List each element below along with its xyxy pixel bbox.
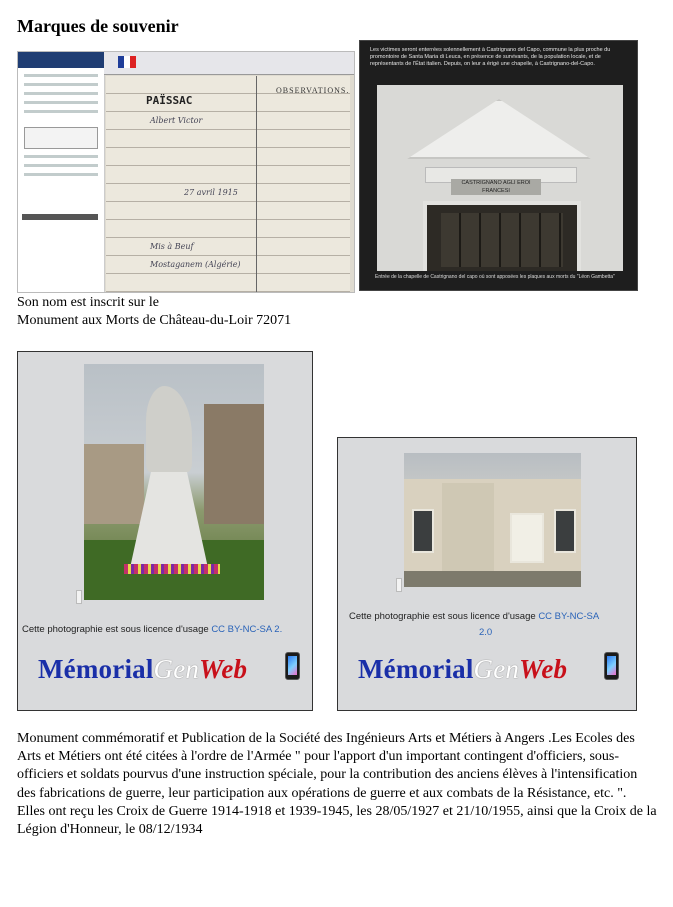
smartphone-icon <box>285 652 300 680</box>
licence-link[interactable]: CC BY-NC-SA <box>538 611 600 622</box>
registry-handwriting: Mis à Beuf <box>150 242 194 251</box>
registry-handwriting: Mostaganem (Algérie) <box>150 260 241 269</box>
chapel-caption: Les victimes seront enterrées solennellement à Castrignano del Capo, commune la plus proche du promontoire de Santa Maria di Leuca, en présence de survivants, de la population locale, et de représentants de l'État italien. Depuis, on leur a érigé une chapelle, à Castrignano-del-Capo. <box>370 47 611 67</box>
memorialgenweb-logo: MémorialGenWeb <box>358 654 568 684</box>
licence-link[interactable]: CC BY-NC-SA 2. <box>211 624 283 635</box>
monument-line-2: Monument aux Morts de Château-du-Loir 72071 <box>17 313 292 328</box>
chapel-photo <box>359 40 638 291</box>
chapel-plaque: CASTRIGNANO AGLI EROI FRANCESI <box>451 179 541 195</box>
chapel-door <box>423 201 581 271</box>
registry-handwriting: Albert Victor <box>150 116 203 125</box>
viewer-info-box <box>24 127 98 149</box>
memorial-card <box>17 351 313 711</box>
licence-link-version[interactable]: 2.0 <box>479 627 493 638</box>
registry-column-header: OBSERVATIONS. <box>276 86 350 95</box>
french-flag-icon <box>118 56 136 68</box>
image-marker <box>396 578 402 592</box>
monument-photo <box>84 364 264 600</box>
monument-line-1: Son nom est inscrit sur le <box>17 295 159 310</box>
memorial-card <box>337 437 637 711</box>
smartphone-icon <box>604 652 619 680</box>
monument-line <box>17 294 291 330</box>
registry-handwriting: 27 avril 1915 <box>184 188 238 197</box>
viewer-scrollbar <box>22 214 98 220</box>
viewer-sidebar <box>18 52 105 292</box>
licence-text: Cette photographie est sous licence d'usage CC BY-NC-SA 2. <box>22 624 283 635</box>
viewer-header-bar <box>18 52 104 68</box>
viewer-toolbar <box>104 52 354 75</box>
memorialgenweb-logo: MémorialGenWeb <box>38 654 248 684</box>
chapel-entrance-image <box>377 85 623 271</box>
page-title: Marques de souvenir <box>17 16 179 36</box>
registry-scan-image <box>17 51 355 293</box>
image-marker <box>76 590 82 604</box>
licence-text: Cette photographie est sous licence d'usage CC BY-NC-SA 2.0 <box>349 611 600 638</box>
chapel-footer-caption: Entrée de la chapelle de Castrignano del capo où sont apposées les plaques aux morts du "Léon Gambetta" <box>375 274 615 280</box>
registry-page <box>106 76 350 292</box>
registry-surname: PAÏSSAC <box>146 94 193 107</box>
pediment <box>407 99 591 159</box>
monument-description: Monument commémoratif et Publication de la Société des Ingénieurs Arts et Métiers à Angers .Les Ecoles des Arts et Métiers ont été citées à l'ordre de l'Armée " pour l'apport d'un important contingent d'officiers, sous-officiers et soldats pourvus d'une instruction spéciale, pour la contribution des anciens élèves à l'intensification des fabrications de guerre, leur participation aux opérations de guerre et aux combats de la Résistance, etc. ". Elles ont reçu les Croix de Guerre 1914-1918 et 1939-1945, les 28/05/1927 et 21/10/1955, ainsi que la Croix de la Légion d'Honneur, le 08/12/1934 <box>17 731 657 838</box>
school-facade-photo <box>404 453 581 587</box>
